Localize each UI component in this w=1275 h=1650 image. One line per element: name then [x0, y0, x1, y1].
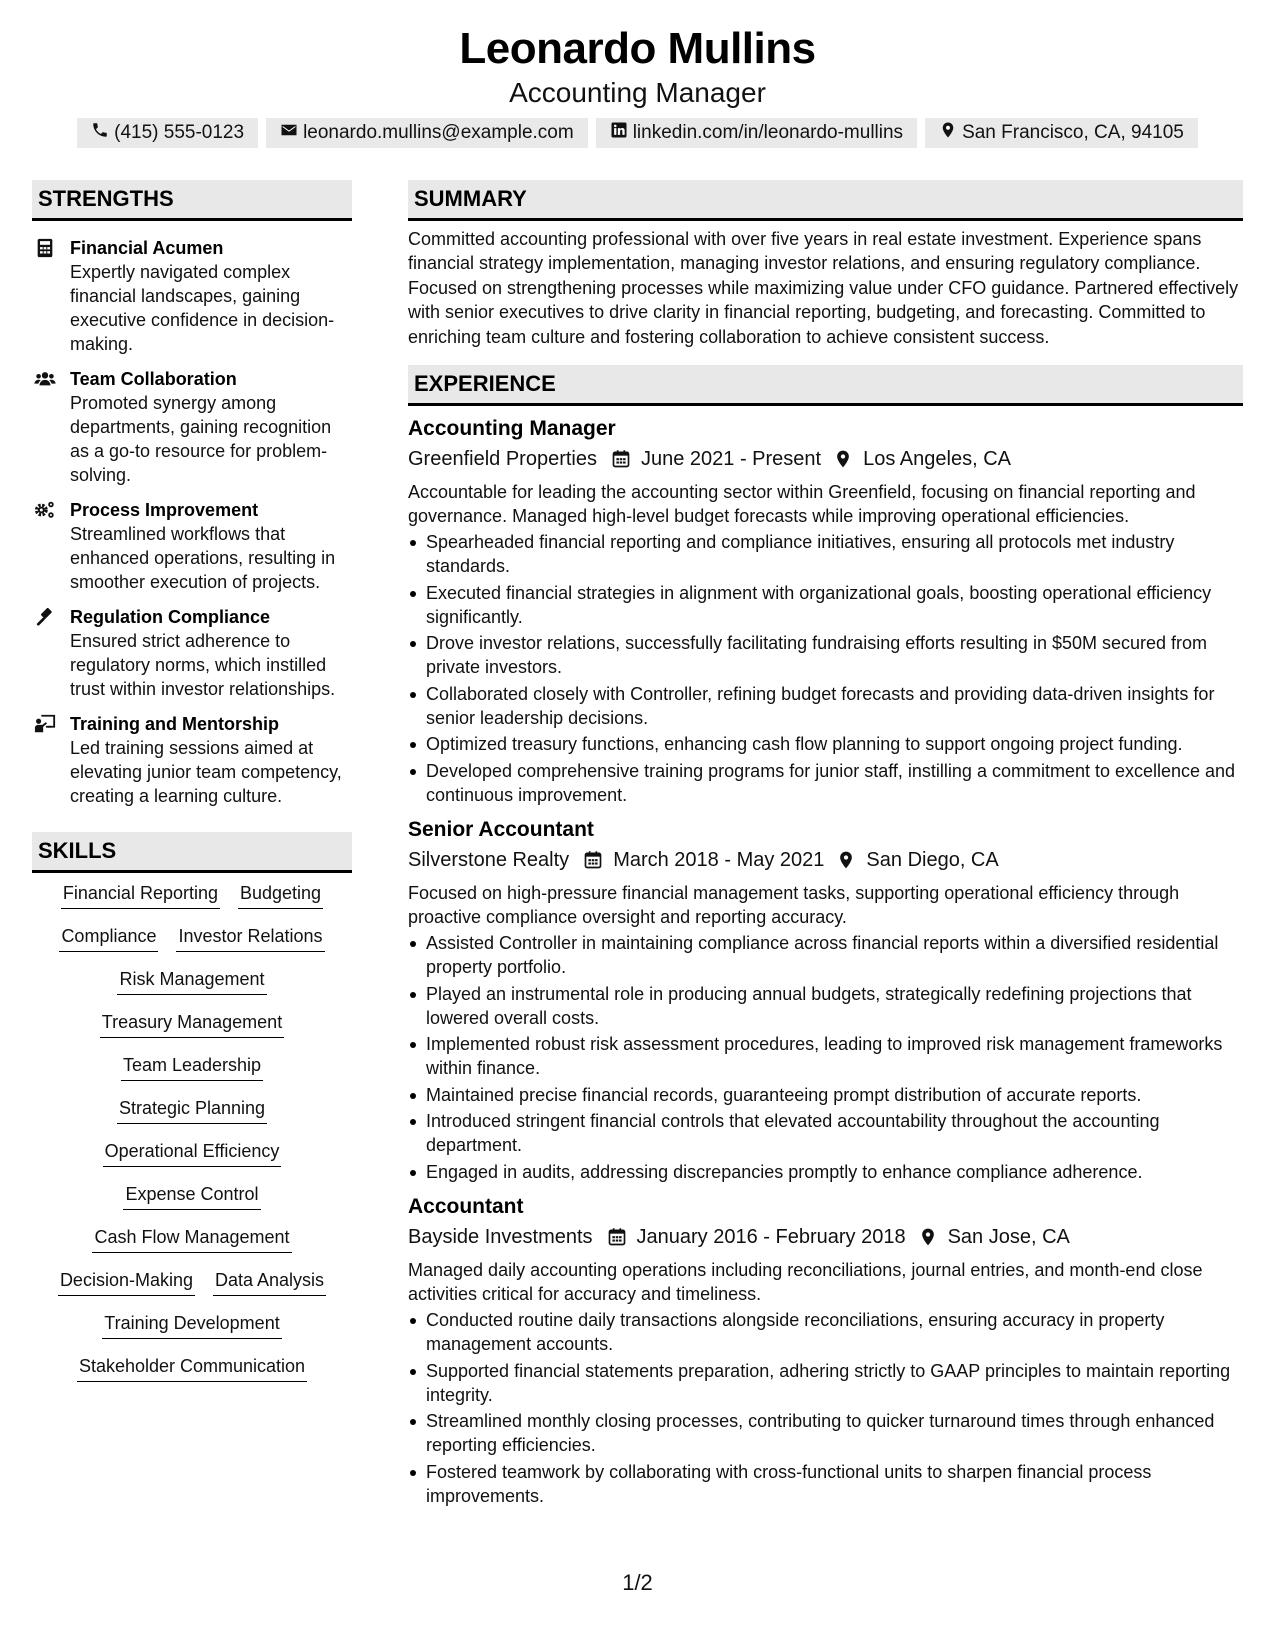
contact-location	[925, 118, 1198, 148]
skill-tag: Team Leadership	[121, 1053, 263, 1081]
skill-tag: Compliance	[59, 924, 158, 952]
gavel-icon	[34, 606, 56, 628]
map-pin-icon	[833, 449, 853, 469]
job-location: San Diego, CA	[866, 849, 999, 871]
skill-tag: Financial Reporting	[61, 881, 220, 909]
resume-header	[0, 0, 1275, 148]
strength-description: Promoted synergy among departments, gaining recognition as a go-to resource for problem-solving.	[70, 393, 332, 485]
job-title: Accounting Manager	[408, 417, 616, 441]
contact-email[interactable]	[266, 118, 588, 148]
bullet-item: Streamlined monthly closing processes, contributing to quicker turnaround times through enhanced reporting efficiencies.	[408, 1409, 1243, 1457]
bullet-item: Fostered teamwork by collaborating with cross-functional units to sharpen financial process improvements.	[408, 1460, 1243, 1508]
skills-heading: SKILLS	[32, 832, 352, 873]
strength-item	[32, 236, 352, 356]
bullet-item: Implemented robust risk assessment procedures, leading to improved risk management frameworks within finance.	[408, 1032, 1243, 1080]
calendar-icon	[583, 850, 603, 870]
job-dates: January 2016 - February 2018	[636, 1225, 906, 1248]
strengths-list	[32, 221, 352, 808]
bullet-item: Spearheaded financial reporting and compliance initiatives, ensuring all protocols met industry standards.	[408, 530, 1243, 578]
strength-item	[32, 605, 352, 701]
bullet-item: Collaborated closely with Controller, refining budget forecasts and providing data-driven insights for senior leadership decisions.	[408, 682, 1243, 730]
bullet-item: Played an instrumental role in producing annual budgets, strategically redefining projections that lowered overall costs.	[408, 982, 1243, 1030]
skill-tag: Strategic Planning	[117, 1096, 267, 1124]
skill-tag: Budgeting	[238, 881, 323, 909]
phone-text: (415) 555-0123	[114, 122, 245, 143]
strength-item	[32, 712, 352, 808]
contact-bar	[0, 118, 1275, 148]
job-entry	[408, 815, 1243, 1184]
calculator-icon	[34, 237, 56, 259]
gears-icon	[34, 499, 56, 521]
bullet-item: Supported financial statements preparation, adhering strictly to GAAP principles to maintain reporting integrity.	[408, 1359, 1243, 1407]
job-meta	[408, 845, 1243, 875]
job-location: San Jose, CA	[947, 1225, 1070, 1248]
chalkboard-teacher-icon	[34, 713, 56, 735]
envelope-icon	[280, 121, 298, 145]
job-dates: June 2021 - Present	[640, 448, 822, 471]
skill-tag: Operational Efficiency	[103, 1139, 282, 1167]
bullet-item: Drove investor relations, successfully facilitating fundraising efforts resulting in $50M secured from private investors.	[408, 631, 1243, 679]
skill-tag: Treasury Management	[100, 1010, 284, 1038]
skill-tag: Investor Relations	[176, 924, 324, 952]
strength-title: Process Improvement	[70, 500, 259, 520]
candidate-name: Leonardo Mullins	[459, 24, 816, 73]
skill-tag: Training Development	[102, 1311, 281, 1339]
company-name: Greenfield Properties	[408, 448, 597, 471]
bullet-item: Developed comprehensive training programs for junior staff, instilling a commitment to excellence and continuous improvement.	[408, 759, 1243, 807]
job-description: Managed daily accounting operations including reconciliations, journal entries, and month-end close activities critical for accuracy and timeliness.	[408, 1259, 1203, 1304]
job-bullets	[408, 1308, 1243, 1508]
bullet-item: Assisted Controller in maintaining compliance across financial reports within a diversified residential property portfolio.	[408, 931, 1243, 979]
calendar-icon	[607, 1227, 627, 1247]
summary-text: Committed accounting professional with over five years in real estate investment. Experience spans financial strategy implementation, managing investor relations, and ensuring regulatory compliance. Focused on strengthening processes while maximizing value under CFO guidance. Partnered effectively with senior executives to drive clarity in financial reporting, budgeting, and forecasting. Committed to enriching team culture and fostering collaboration to achieve consistent success.	[408, 229, 1239, 347]
strength-title: Team Collaboration	[70, 369, 237, 389]
skill-tag: Data Analysis	[213, 1268, 326, 1296]
skills-list	[32, 873, 352, 1382]
users-icon	[34, 368, 56, 390]
experience-heading: EXPERIENCE	[408, 365, 1243, 406]
strength-description: Led training sessions aimed at elevating junior team competency, creating a learning culture.	[70, 738, 342, 806]
job-bullets	[408, 931, 1243, 1184]
calendar-icon	[611, 449, 631, 469]
skill-tag: Stakeholder Communication	[77, 1354, 307, 1382]
phone-icon	[91, 121, 109, 145]
company-name: Silverstone Realty	[408, 849, 570, 871]
strength-title: Training and Mentorship	[70, 714, 280, 734]
bullet-item: Optimized treasury functions, enhancing cash flow planning to support ongoing project funding.	[408, 732, 1243, 756]
strengths-heading: STRENGTHS	[32, 180, 352, 221]
job-bullets	[408, 530, 1243, 807]
job-description: Accountable for leading the accounting sector within Greenfield, focusing on financial reporting and governance. Managed high-level budget forecasts while improving operational efficiencies.	[408, 482, 1196, 527]
skill-tag: Decision-Making	[58, 1268, 195, 1296]
bullet-item: Introduced stringent financial controls that elevated accountability throughout the accounting department.	[408, 1109, 1243, 1157]
job-description: Focused on high-pressure financial management tasks, supporting operational efficiency through proactive compliance oversight and reporting accuracy.	[408, 883, 1180, 927]
left-column	[32, 180, 352, 1382]
page-number: 1/2	[622, 1570, 653, 1595]
map-pin-icon	[836, 850, 856, 870]
job-meta	[408, 444, 1243, 474]
linkedin-icon	[610, 121, 628, 145]
strength-title: Regulation Compliance	[70, 607, 271, 627]
bullet-item: Engaged in audits, addressing discrepancies promptly to enhance compliance adherence.	[408, 1160, 1243, 1184]
bullet-item: Maintained precise financial records, guaranteeing prompt distribution of accurate reports.	[408, 1083, 1243, 1107]
bullet-item: Conducted routine daily transactions alongside reconciliations, ensuring accuracy in property management accounts.	[408, 1308, 1243, 1356]
right-column	[408, 180, 1243, 1510]
job-location: Los Angeles, CA	[863, 448, 1011, 471]
map-pin-icon	[918, 1227, 938, 1247]
job-title: Senior Accountant	[408, 818, 594, 841]
map-pin-icon	[939, 121, 957, 145]
strength-item	[32, 367, 352, 487]
strength-item	[32, 498, 352, 594]
summary-heading: SUMMARY	[408, 180, 1243, 221]
contact-phone[interactable]	[77, 118, 258, 148]
job-dates: March 2018 - May 2021	[613, 849, 825, 871]
company-name: Bayside Investments	[408, 1225, 593, 1248]
job-entry	[408, 1192, 1243, 1508]
skill-tag: Risk Management	[117, 967, 266, 995]
job-title: Accountant	[408, 1194, 524, 1218]
candidate-title: Accounting Manager	[509, 77, 766, 108]
strength-description: Ensured strict adherence to regulatory norms, which instilled trust within investor relationships.	[70, 631, 336, 699]
strength-description: Streamlined workflows that enhanced operations, resulting in smoother execution of projects.	[70, 524, 336, 592]
skill-tag: Expense Control	[123, 1182, 260, 1210]
strength-title: Financial Acumen	[70, 238, 224, 258]
job-entry	[408, 414, 1243, 807]
job-meta	[408, 1222, 1243, 1252]
contact-linkedin[interactable]	[596, 118, 917, 148]
skill-tag: Cash Flow Management	[92, 1225, 291, 1253]
linkedin-text: linkedin.com/in/leonardo-mullins	[632, 122, 904, 143]
email-text: leonardo.mullins@example.com	[303, 122, 574, 143]
strength-description: Expertly navigated complex financial landscapes, gaining executive confidence in decision-making.	[70, 262, 335, 354]
location-text: San Francisco, CA, 94105	[962, 122, 1184, 143]
bullet-item: Executed financial strategies in alignment with organizational goals, boosting operational efficiency significantly.	[408, 581, 1243, 629]
